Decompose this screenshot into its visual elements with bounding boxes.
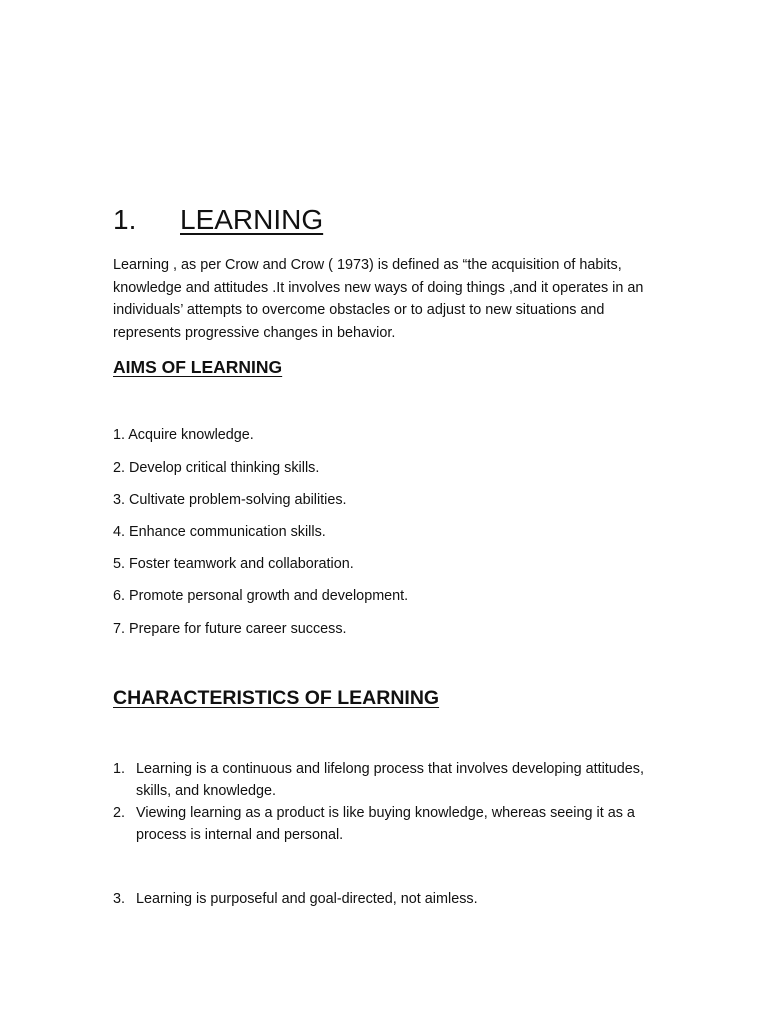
characteristic-number: 3. xyxy=(113,891,126,907)
characteristic-item xyxy=(113,802,658,846)
section-title: LEARNING xyxy=(180,204,324,235)
intro-paragraph: Learning , as per Crow and Crow ( 1973) is defined as “the acquisition of habits, knowledge and attitudes .It involves new ways of doing things ,and it operates in an individuals’ attempts to overcome obstacles or to adjust to new situations and represents progressive changes in behavior. xyxy=(113,257,644,341)
section-number: 1. xyxy=(113,204,137,235)
aim-item: 3. Cultivate problem-solving abilities. xyxy=(113,492,347,508)
characteristic-text: Learning is a continuous and lifelong process that involves developing attitudes, skills, and knowledge. xyxy=(136,761,645,799)
characteristic-number: 2. xyxy=(113,805,126,821)
aim-item: 5. Foster teamwork and collaboration. xyxy=(113,556,354,572)
characteristic-item xyxy=(113,888,658,910)
characteristic-number: 1. xyxy=(113,761,126,777)
section-heading xyxy=(113,202,323,238)
aim-item: 6. Promote personal growth and development. xyxy=(113,588,409,604)
aim-item: 1. Acquire knowledge. xyxy=(113,427,254,443)
characteristic-text: Learning is purposeful and goal-directed, not aimless. xyxy=(136,891,478,907)
aim-item: 7. Prepare for future career success. xyxy=(113,621,347,637)
characteristics-heading: CHARACTERISTICS OF LEARNING xyxy=(113,687,440,709)
characteristic-text: Viewing learning as a product is like buying knowledge, whereas seeing it as a process is internal and personal. xyxy=(136,805,635,843)
aims-heading: AIMS OF LEARNING xyxy=(113,357,283,377)
aim-item: 2. Develop critical thinking skills. xyxy=(113,460,320,476)
characteristic-item xyxy=(113,758,658,802)
aim-item: 4. Enhance communication skills. xyxy=(113,524,326,540)
